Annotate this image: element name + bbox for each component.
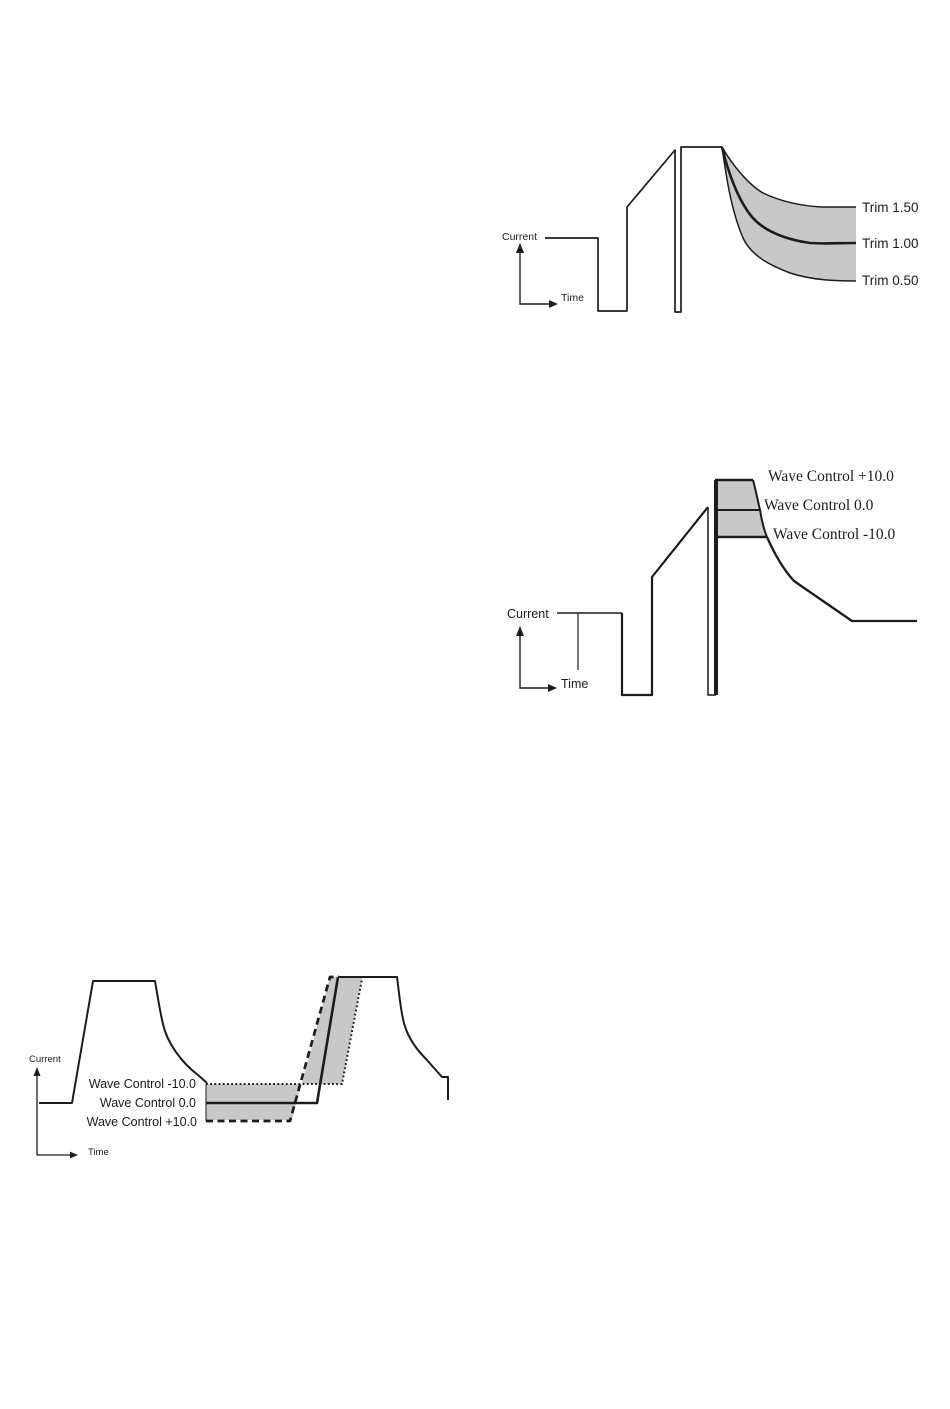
background-y-axis-arrow-icon bbox=[34, 1067, 41, 1076]
trim-current-axis-label: Current bbox=[502, 231, 538, 243]
trim-1-00-label: Trim 1.00 bbox=[862, 236, 919, 251]
trim-1-50-label: Trim 1.50 bbox=[862, 200, 919, 215]
trim-pulse-waveform bbox=[545, 147, 722, 312]
peak-zero-label: Wave Control 0.0 bbox=[764, 497, 874, 514]
peak-decay-curve bbox=[767, 537, 917, 621]
peak-axis-lines bbox=[520, 635, 548, 688]
peak-y-axis-arrow-icon bbox=[516, 626, 524, 636]
trim-diagram bbox=[502, 147, 919, 312]
trim-time-axis-label: Time bbox=[561, 292, 584, 304]
peak-minus10-label: Wave Control -10.0 bbox=[773, 526, 896, 543]
peak-plus10-label: Wave Control +10.0 bbox=[768, 468, 894, 485]
wave-control-background-diagram bbox=[29, 977, 448, 1158]
peak-current-axis-label: Current bbox=[507, 607, 549, 621]
background-time-axis-label: Time bbox=[88, 1147, 109, 1158]
background-current-axis-label: Current bbox=[29, 1054, 61, 1065]
peak-x-axis-arrow-icon bbox=[548, 684, 557, 692]
trim-x-axis-arrow-icon bbox=[549, 300, 558, 308]
trim-decay-shaded-band bbox=[722, 147, 856, 281]
peak-pulse-waveform bbox=[622, 507, 708, 695]
background-x-axis-arrow-icon bbox=[70, 1152, 78, 1159]
background-plus10-label: Wave Control +10.0 bbox=[86, 1115, 197, 1129]
background-zero-label: Wave Control 0.0 bbox=[99, 1096, 196, 1110]
background-axis-lines bbox=[37, 1075, 70, 1155]
trim-0-50-label: Trim 0.50 bbox=[862, 273, 919, 288]
background-minus10-label: Wave Control -10.0 bbox=[88, 1077, 196, 1091]
trim-y-axis-arrow-icon bbox=[516, 243, 524, 253]
peak-time-axis-label: Time bbox=[561, 677, 589, 691]
wave-control-peak-diagram bbox=[507, 468, 917, 695]
trim-axis-lines bbox=[520, 252, 549, 304]
